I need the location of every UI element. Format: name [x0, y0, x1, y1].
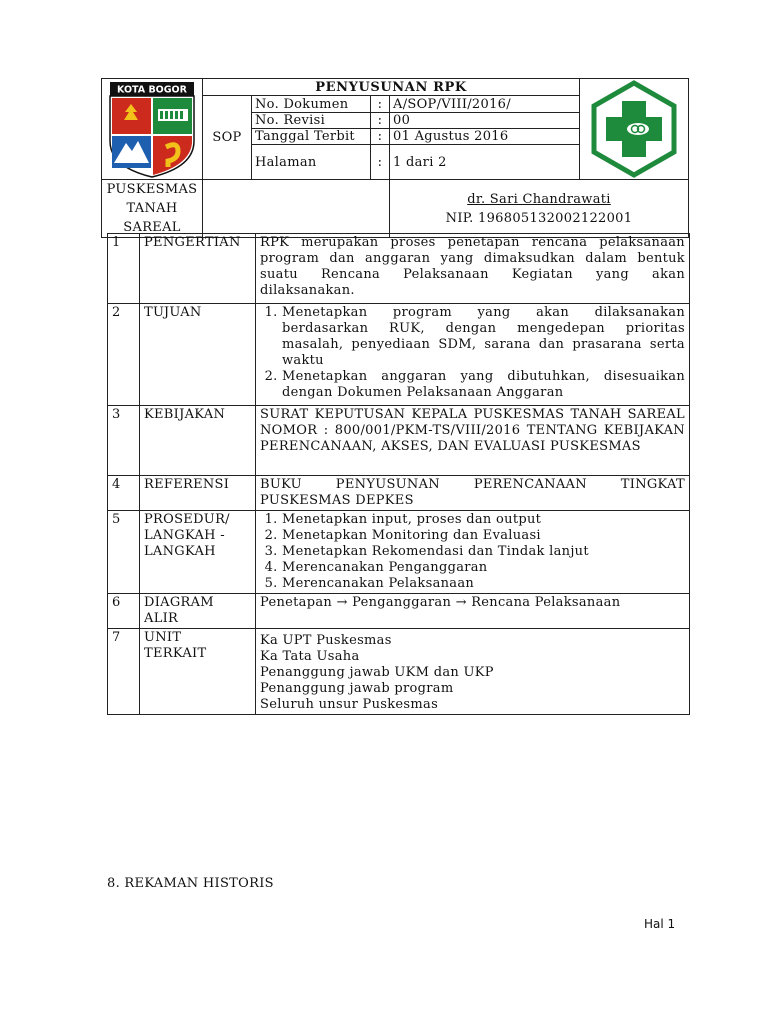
row-title: PENGERTIAN	[140, 234, 256, 304]
revision-label: No. Revisi	[252, 113, 371, 129]
signer-nip: NIP. 196805132002122001	[445, 210, 633, 226]
list-item: 5. Merencanakan Pelaksanaan	[282, 576, 685, 592]
page-sep: :	[371, 145, 390, 180]
related-unit: Seluruh unsur Puskesmas	[260, 697, 439, 712]
row-title	[140, 511, 256, 594]
row-content: RPK merupakan proses penetapan rencana pelaksanaan program dan anggaran yang dimaksudkan dalam bentuk suatu Rencana Pelaksanaan Kegiatan yang akan dilaksanakan.	[256, 234, 690, 304]
title-line: PROSEDUR/	[144, 512, 230, 527]
revision-value: 00	[390, 113, 580, 129]
content-table	[107, 233, 690, 715]
related-unit: Ka UPT Puskesmas	[260, 633, 392, 648]
sop-content	[107, 233, 690, 715]
title-line: DIAGRAM	[144, 595, 214, 610]
revision-sep: :	[371, 113, 390, 129]
table-row	[108, 304, 690, 406]
doc-number-value: A/SOP/VIII/2016/	[390, 96, 580, 113]
row-title	[140, 594, 256, 629]
related-unit: Ka Tata Usaha	[260, 649, 360, 664]
row-content	[256, 304, 690, 406]
signature-block	[390, 180, 689, 238]
signer-name: dr. Sari Chandrawati	[467, 191, 611, 207]
header-table	[101, 78, 689, 238]
row-title: REFERENSI	[140, 476, 256, 511]
related-unit: Penanggung jawab program	[260, 681, 454, 696]
row-number: 7	[108, 629, 140, 715]
table-row	[108, 234, 690, 304]
blank-cell	[203, 180, 390, 238]
issue-date-value: 01 Agustus 2016	[390, 129, 580, 145]
puskesmas-cross-logo-icon	[584, 79, 684, 179]
list-item: 1. Menetapkan input, proses dan output	[282, 512, 685, 528]
title-line: TERKAIT	[144, 646, 207, 661]
list-item: 2. Menetapkan Monitoring dan Evaluasi	[282, 528, 685, 544]
doc-number-sep: :	[371, 96, 390, 113]
row-number: 1	[108, 234, 140, 304]
row-number: 3	[108, 406, 140, 476]
page-number: Hal 1	[644, 917, 676, 931]
flow-step: Rencana Pelaksanaan	[471, 595, 621, 610]
table-row	[108, 406, 690, 476]
flow-step: Penetapan	[260, 595, 333, 610]
org-line-1: PUSKESMAS	[106, 182, 198, 197]
organization-name	[102, 180, 203, 238]
table-row	[108, 629, 690, 715]
document-header	[101, 78, 689, 235]
list-item: 3. Menetapkan Rekomendasi dan Tindak lanjut	[282, 544, 685, 560]
puskesmas-logo-cell	[580, 79, 689, 180]
table-row	[108, 476, 690, 511]
table-row	[108, 594, 690, 629]
row-content	[256, 629, 690, 715]
row-number: 4	[108, 476, 140, 511]
row-content: BUKU PENYUSUNAN PERENCANAAN TINGKAT PUSKESMAS DEPKES	[256, 476, 690, 511]
page-label: Halaman	[252, 145, 371, 180]
list-item: 1. Menetapkan program yang akan dilaksanakan berdasarkan RUK, dengan mengedepan prioritas masalah, penyediaan SDM, sarana dan prasarana serta waktu	[282, 305, 685, 369]
org-line-2: TANAH SAREAL	[123, 201, 181, 235]
issue-date-sep: :	[371, 129, 390, 145]
row-number: 6	[108, 594, 140, 629]
list-item: 4. Merencanakan Penganggaran	[282, 560, 685, 576]
document-title: PENYUSUNAN RPK	[203, 79, 580, 96]
title-line: LANGKAH -	[144, 528, 225, 543]
arrow-right-icon: →	[455, 595, 467, 610]
flow-diagram	[256, 594, 690, 629]
doc-number-label: No. Dokumen	[252, 96, 371, 113]
row-number: 2	[108, 304, 140, 406]
crest-city-text: KOTA BOGOR	[117, 84, 187, 96]
list-item: 2. Menetapkan anggaran yang dibutuhkan, disesuaikan dengan Dokumen Pelaksanaan Anggaran	[282, 369, 685, 401]
sop-label: SOP	[203, 96, 252, 180]
issue-date-label: Tanggal Terbit	[252, 129, 371, 145]
related-unit: Penanggung jawab UKM dan UKP	[260, 665, 494, 680]
row-content	[256, 511, 690, 594]
row-title: TUJUAN	[140, 304, 256, 406]
title-line: ALIR	[144, 611, 179, 626]
arrow-right-icon: →	[336, 595, 348, 610]
row-content: SURAT KEPUTUSAN KEPALA PUSKESMAS TANAH SAREAL NOMOR : 800/001/PKM-TS/VIII/2016 TENTANG KEBIJAKAN PERENCANAAN, AKSES, DAN EVALUASI PUSKESMAS	[256, 406, 690, 476]
table-row	[108, 511, 690, 594]
flow-step: Penganggaran	[352, 595, 452, 610]
city-logo-cell	[102, 79, 203, 180]
row-title: KEBIJAKAN	[140, 406, 256, 476]
row-title	[140, 629, 256, 715]
history-heading: 8. REKAMAN HISTORIS	[107, 876, 274, 891]
title-line: LANGKAH	[144, 544, 216, 559]
page-value: 1 dari 2	[390, 145, 580, 180]
row-number: 5	[108, 511, 140, 594]
title-line: UNIT	[144, 630, 182, 645]
kota-bogor-crest-icon	[102, 79, 202, 179]
